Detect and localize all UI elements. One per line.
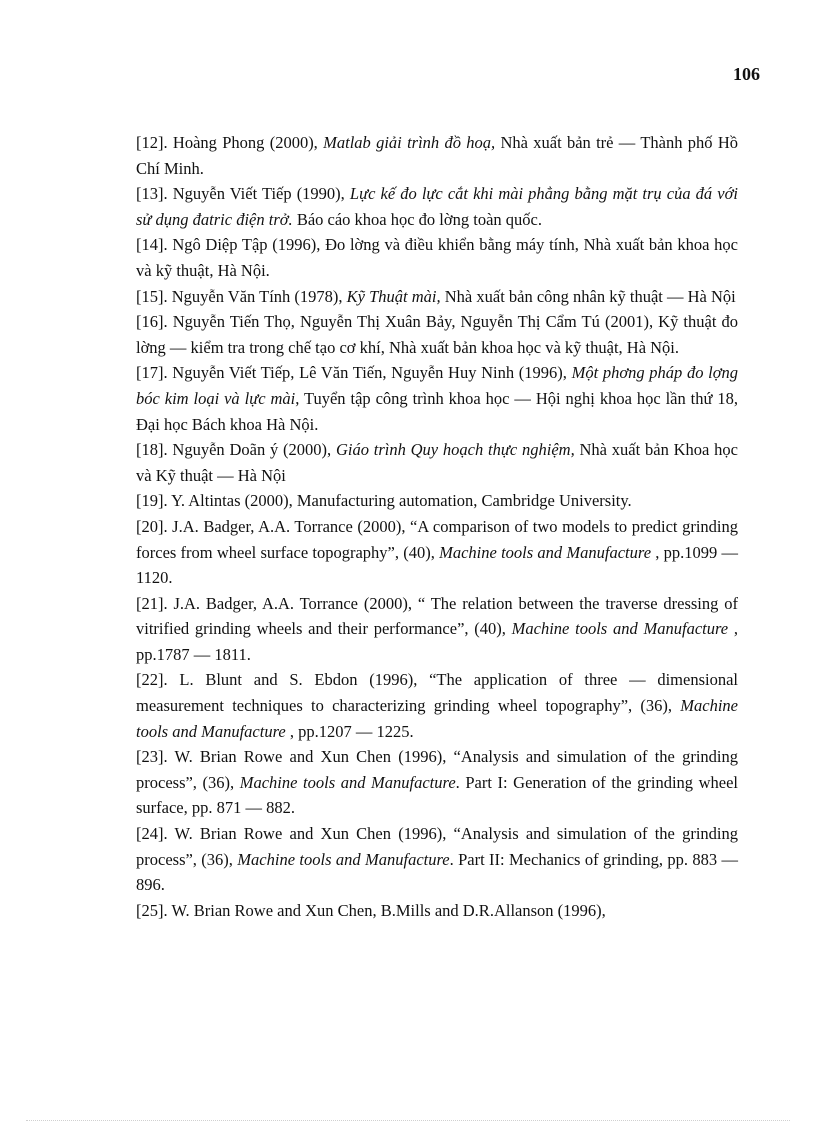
reference-title-italic: Kỹ Thuật mài,	[346, 286, 441, 306]
reference-text: Nhà xuất bản Khoa học và Kỹ thuật — Hà Nội	[136, 440, 738, 485]
reference-text: , pp.1207 — 1225.	[285, 721, 414, 741]
reference-entry	[136, 437, 738, 488]
reference-text: Nhà xuất bản trẻ — Thành phố Hồ Chí Minh.	[136, 133, 738, 178]
reference-text: Nhà xuất bản công nhân kỹ thuật — Hà Nội	[440, 286, 736, 306]
reference-entry	[136, 514, 738, 591]
reference-title-italic: Giáo trình Quy hoạch thực nghiệm,	[335, 440, 575, 460]
reference-text: . Part II: Mechanics of grinding, pp. 883 — 896.	[136, 849, 739, 895]
reference-text: [25]. W. Brian Rowe and Xun Chen, B.Mills and D.R.Allanson (1996),	[136, 900, 606, 920]
reference-entry	[136, 284, 738, 310]
page-number: 106	[733, 64, 760, 84]
reference-text: [15]. Nguyễn Văn Tính (1978),	[136, 286, 347, 306]
reference-text: [21]. J.A. Badger, A.A. Torrance (2000), “ The relation between the traverse dressing of vitrified grinding wheels and their performance”, (40),	[136, 593, 738, 639]
reference-text: [24]. W. Brian Rowe and Xun Chen (1996), “Analysis and simulation of the grinding process”, (36),	[136, 824, 738, 869]
reference-text: [18]. Nguyễn Doãn ý (2000),	[136, 440, 336, 460]
reference-text: . Part I: Generation of the grinding wheel surface, pp. 871 — 882.	[136, 772, 739, 818]
reference-entry	[136, 591, 738, 668]
reference-entry	[136, 744, 738, 821]
reference-text: [22]. L. Blunt and S. Ebdon (1996), “The application of three — dimensional measurement techniques to characterizing grinding wheel topography”, (36),	[136, 670, 738, 716]
reference-entry	[136, 360, 738, 437]
reference-entry	[136, 232, 738, 283]
reference-text: [19]. Y. Altintas (2000), Manufacturing automation, Cambridge University.	[136, 491, 632, 511]
reference-text: Báo cáo khoa học đo lờng toàn quốc.	[292, 209, 542, 229]
reference-entry	[136, 309, 738, 360]
reference-entry	[136, 821, 738, 898]
reference-text: [20]. J.A. Badger, A.A. Torrance (2000), “A comparison of two models to predict grinding forces from wheel surface topography”, (40),	[136, 516, 738, 562]
reference-text: , Tuyển tập công trình khoa học — Hội nghị khoa học lần thứ 18, Đại học Bách khoa Hà Nội.	[136, 388, 739, 434]
reference-title-italic: Matlab giải trình đồ hoạ,	[323, 133, 496, 152]
reference-entry	[136, 181, 738, 232]
reference-text: [12]. Hoàng Phong (2000),	[136, 133, 324, 152]
reference-title-italic: Một phơng pháp đo lợng bóc kim loại và lực mài	[136, 363, 738, 408]
reference-entry	[136, 667, 738, 744]
reference-text: [16]. Nguyễn Tiến Thọ, Nguyễn Thị Xuân Bảy, Nguyễn Thị Cẩm Tú (2001), Kỹ thuật đo lờng — kiểm tra trong chế tạo cơ khí, Nhà xuất bản khoa học và kỹ thuật, Hà Nội.	[136, 312, 738, 357]
reference-list	[136, 130, 738, 923]
reference-text: [23]. W. Brian Rowe and Xun Chen (1996), “Analysis and simulation of the grinding process”, (36),	[136, 747, 738, 792]
reference-text: [13]. Nguyễn Viết Tiếp (1990),	[136, 184, 350, 204]
reference-title-italic: Machine tools and Manufacture	[136, 696, 738, 741]
reference-entry	[136, 898, 738, 924]
reference-text: , pp.1099 — 1120.	[136, 542, 739, 588]
reference-text: [14]. Ngô Diệp Tập (1996), Đo lờng và điều khiển bằng máy tính, Nhà xuất bản khoa học và kỹ thuật, Hà Nội.	[136, 235, 738, 280]
reference-title-italic: Lực kế đo lực cắt khi mài phẳng bằng mặt trụ của đá với sử dụng đatric điện trở.	[136, 184, 738, 229]
reference-title-italic: Machine tools and Manufacture	[239, 772, 456, 792]
reference-entry	[136, 488, 738, 514]
reference-text: , pp.1787 — 1811.	[136, 619, 738, 664]
reference-entry	[136, 130, 738, 181]
reference-title-italic: Machine tools and Manufacture	[511, 619, 729, 639]
reference-text: [17]. Nguyễn Viết Tiếp, Lê Văn Tiến, Nguyễn Huy Ninh (1996),	[136, 363, 572, 383]
reference-title-italic: Machine tools and Manufacture	[237, 849, 450, 869]
footer-divider	[26, 1120, 790, 1121]
reference-title-italic: Machine tools and Manufacture	[439, 542, 652, 562]
